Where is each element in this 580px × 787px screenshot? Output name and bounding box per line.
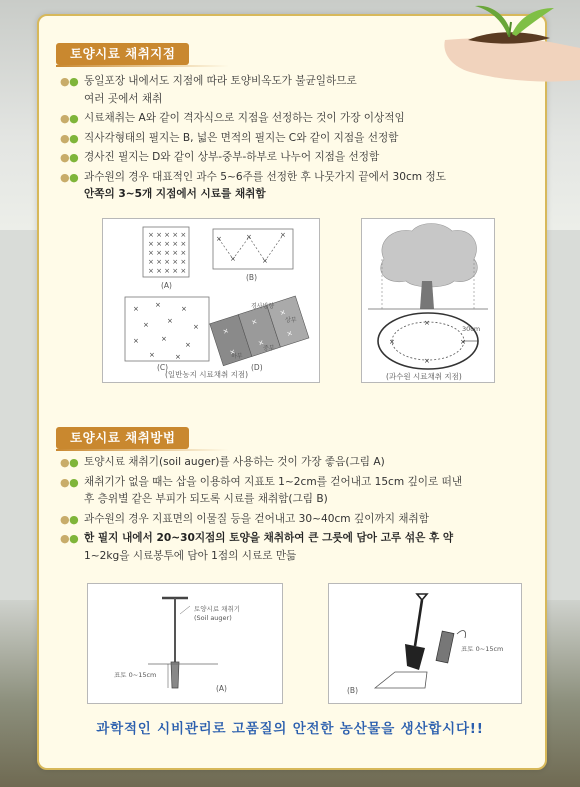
svg-text:×: × <box>460 338 466 346</box>
svg-text:× × × × ×: × × × × × <box>148 231 187 239</box>
figure-label-b2: (B) <box>347 686 358 695</box>
bullet-icon: ● ● <box>60 75 77 88</box>
figure-caption-field: (일반농지 시료채취 지점) <box>165 370 249 379</box>
soil-auger-diagram <box>88 584 282 703</box>
svg-text:×: × <box>133 337 139 345</box>
bullet-icon: ● ● <box>60 456 77 469</box>
svg-text:×: × <box>285 328 294 339</box>
figure-label-a2: (A) <box>216 684 227 693</box>
svg-text:× × × × ×: × × × × × <box>148 240 187 248</box>
svg-text:×: × <box>262 257 268 265</box>
soil-auger-figure <box>87 583 283 704</box>
svg-text:×: × <box>185 341 191 349</box>
svg-text:×: × <box>161 335 167 343</box>
auger-depth-label: 표토 0~15cm <box>114 671 157 679</box>
list-item: ● ● 경사진 필지는 D와 같이 상부-중부-하부로 나누어 지점을 선정함 <box>58 149 528 167</box>
figure-caption-orchard: (과수원 시료채취 지점) <box>386 372 462 381</box>
bullet-icon: ● ● <box>60 131 77 145</box>
svg-text:×: × <box>133 305 139 313</box>
svg-text:×: × <box>167 317 173 325</box>
svg-text:×: × <box>221 326 230 336</box>
list-item: ● ● 직사각형태의 필지는 B, 넓은 면적의 필지는 C와 같이 지점을 선정함 <box>58 130 528 148</box>
bullet-icon: ● ● <box>60 475 77 489</box>
section-heading-sampling-points: 토양시료 채취지점 <box>56 43 189 65</box>
svg-text:× × × × ×: × × × × × <box>148 267 187 275</box>
list-item: ● ● 채취기가 없을 때는 삽을 이용하여 지표토 1~2cm를 걷어내고 15cm 깊이로 떠낸 후 층위별 같은 부피가 되도록 시료를 채취함(그림 B) <box>60 475 463 505</box>
svg-text:×: × <box>193 323 199 331</box>
svg-text:×: × <box>216 235 222 243</box>
svg-text:×: × <box>228 347 237 357</box>
svg-text:×: × <box>280 231 286 239</box>
slope-label-side: 경사방향 <box>251 303 275 310</box>
svg-text:× × × × ×: × × × × × <box>148 258 187 266</box>
orchard-distance-label: 30cm <box>462 325 481 333</box>
section-heading-sampling-method: 토양시료 채취방법 <box>56 427 189 449</box>
svg-text:×: × <box>181 305 187 313</box>
svg-text:×: × <box>424 357 430 365</box>
slogan: 과학적인 시비관리로 고품질의 안전한 농산물을 생산합시다!! <box>96 721 484 737</box>
svg-text:×: × <box>250 317 259 327</box>
figure-label-b: (B) <box>246 273 257 282</box>
orchard-tree-diagram <box>362 219 494 382</box>
svg-text:×: × <box>155 301 161 309</box>
bullet-icon: ● ● <box>60 532 77 545</box>
figure-label-c: (C) <box>157 363 169 372</box>
bullet-icon: ● ● <box>60 151 77 164</box>
figure-label-a: (A) <box>161 281 172 290</box>
list-item: ● ● 한 필지 내에서 20~30지점의 토양을 채취하여 큰 그릇에 담아 고루 섞은 후 약 1~2kg을 시료봉투에 담아 1점의 시료로 만듦 <box>60 532 454 562</box>
svg-text:×: × <box>389 338 395 346</box>
svg-text:×: × <box>424 319 430 327</box>
field-sampling-figure <box>102 218 320 383</box>
svg-text:×: × <box>230 255 236 263</box>
list-item: ● ● 토양시료 채취기(soil auger)를 사용하는 것이 가장 좋음(그림 A) <box>58 454 528 472</box>
shovel-depth-label: 표토 0~15cm <box>461 645 504 653</box>
orchard-sampling-figure <box>361 218 495 383</box>
bullet-icon: ● ● <box>60 512 77 526</box>
svg-text:×: × <box>278 308 287 318</box>
list-item: ● ● 과수원의 경우 지표면의 이물질 등을 걷어내고 30~40cm 깊이까지 채취함 <box>58 511 528 529</box>
list-item: ● ● 동일포장 내에서도 지점에 따라 토양비옥도가 불균일하므로 여러 곳에서 채취 <box>60 75 357 105</box>
shovel-figure <box>328 583 522 704</box>
sampling-points-list <box>58 73 528 204</box>
slope-label-mid: 중부 <box>263 345 275 352</box>
slope-label-bottom: 하부 <box>231 353 243 360</box>
svg-text:×: × <box>143 321 149 329</box>
svg-text:×: × <box>175 353 181 361</box>
list-item: ● ● 시료채취는 A와 같이 격자식으로 지점을 선정하는 것이 가장 이상적임 <box>58 110 528 128</box>
svg-text:×: × <box>257 338 266 348</box>
list-item: ● ● 과수원의 경우 대표적인 과수 5~6주를 선정한 후 나뭇가지 끝에서 30cm 정도 안쪽의 3~5개 지점에서 시료를 채취함 <box>60 170 446 200</box>
bullet-icon: ● ● <box>60 112 77 125</box>
svg-text:×: × <box>246 233 252 241</box>
figure-label-d: (D) <box>251 363 263 372</box>
svg-text:×: × <box>149 351 155 359</box>
auger-label: 토양시료 채취기 <box>194 605 241 613</box>
sampling-method-list <box>58 454 528 565</box>
auger-label-en: (Soil auger) <box>194 614 232 622</box>
slope-label-top: 상부 <box>285 317 297 324</box>
svg-text:× × × × ×: × × × × × <box>148 249 187 257</box>
bullet-icon: ● ● <box>60 170 77 184</box>
field-sampling-diagram <box>103 219 319 382</box>
